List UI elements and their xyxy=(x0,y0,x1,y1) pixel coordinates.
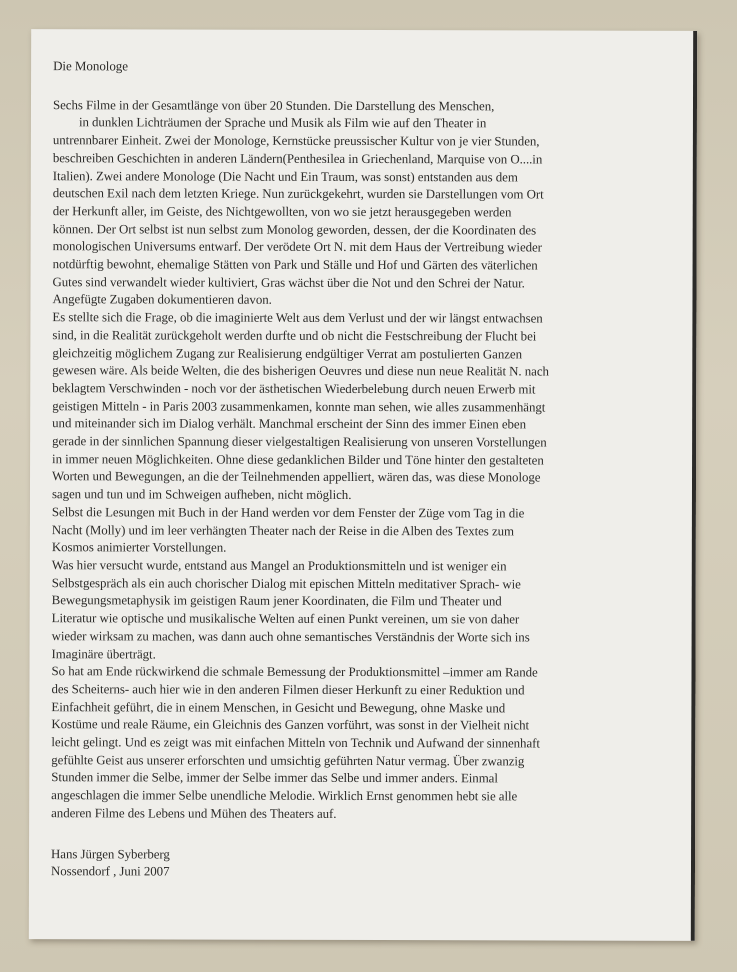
document-title: Die Monologe xyxy=(53,58,128,74)
signature-name: Hans Jürgen Syberberg xyxy=(51,846,170,862)
signature-block xyxy=(51,846,687,883)
text-line: leicht gelingt. Und es zeigt was mit einfachen Mitteln von Technik und Aufwand der sinnenhaft xyxy=(51,735,540,751)
text-line: Bewegungsmetaphysik im geistigen Raum jener Koordinaten, die Film und Theater und xyxy=(51,593,502,609)
text-line: Angefügte Zugaben dokumentieren davon. xyxy=(52,292,272,308)
text-line: gefühlte Geist aus unserer erforschten und umsichtig geführten Natur vermag. Über zwanzig xyxy=(51,752,525,769)
text-line: Kosmos animierter Vorstellungen. xyxy=(51,540,227,555)
text-line: beschreiben Geschichten in anderen Ländern(Penthesilea in Griechenland, Marquise von O....in xyxy=(52,150,543,167)
text-line: in immer neuen Möglichkeiten. Ohne diese gedanklichen Bilder und Töne hinter den gestalteten xyxy=(52,451,544,468)
text-line: Selbstgespräch als ein auch chorischer Dialog mit epischen Mitteln meditativer Sprach- wie xyxy=(51,575,521,592)
text-line: Nacht (Molly) und im leer verhängten Theater nach der Reise in die Alben des Textes zum xyxy=(51,522,515,538)
text-line: Kostüme und reale Räume, ein Gleichnis des Ganzen vorführt, was sonst in der Vielheit nicht xyxy=(51,717,530,733)
text-line: geistigen Mitteln - in Paris 2003 zusammenkamen, konnte man sehen, wie alles zusammenhängt xyxy=(52,398,546,415)
text-line: Einfachheit geführt, die in einem Menschen, in Gesicht und Bewegung, ohne Maske und xyxy=(51,699,506,715)
text-line: anderen Filme des Lebens und Mühen des Theaters auf. xyxy=(51,806,337,821)
text-line: Imaginäre überträgt. xyxy=(51,646,156,661)
text-line: Stunden immer die Selbe, immer der Selbe immer das Selbe und immer anders. Einmal xyxy=(51,770,498,786)
signature-place-date: Nossendorf , Juni 2007 xyxy=(50,864,170,879)
sheet-dark-edge xyxy=(691,31,697,941)
text-line: beklagtem Verschwinden - noch vor der ästhetischen Wiederbelebung durch neuen Erwerb mit xyxy=(52,381,536,397)
text-line: in dunklen Lichträumen der Sprache und Musik als Film wie auf den Theater in xyxy=(78,115,487,131)
text-line: können. Der Ort selbst ist nun selbst zum Monolog geworden, dessen, der die Koordinaten des xyxy=(52,221,537,238)
text-line: des Scheiterns- auch hier wie in den anderen Filmen dieser Herkunft zu einer Reduktion und xyxy=(51,682,525,698)
text-line: Literatur wie optische und musikalische Welten auf einen Punkt vereinen, um sie von daher xyxy=(51,611,520,627)
text-line: Italien). Zwei andere Monologe (Die Nacht und Ein Traum, was sonst) entstanden aus dem xyxy=(52,168,518,184)
text-line: Gutes sind verwandelt wieder kultiviert, Gras wächst über die Not und den Schrei der Natur. xyxy=(52,274,525,291)
text-line: gerade in der sinnlichen Spannung dieser vielgestaltigen Realisierung von unseren Vorstellungen xyxy=(52,434,547,450)
text-line: Es stellte sich die Frage, ob die imaginierte Welt aus dem Verlust und der wir längst entwachsen xyxy=(52,310,543,326)
document-content xyxy=(51,57,689,883)
paragraph xyxy=(52,309,689,505)
text-line: Was hier versucht wurde, entstand aus Mangel an Produktionsmitteln und ist weniger ein xyxy=(51,558,507,574)
paragraph xyxy=(52,504,688,559)
text-line: sagen und tun und im Schweigen aufheben, nicht möglich. xyxy=(51,487,352,503)
text-line: und miteinander sich im Dialog verhält. Manchmal erscheint der Sinn des immer Einen eben xyxy=(52,416,527,432)
paragraph xyxy=(51,663,687,824)
paragraph xyxy=(52,557,688,665)
text-line: So hat am Ende rückwirkend die schmale Bemessung der Produktionsmittel –immer am Rande xyxy=(51,664,538,680)
text-line: gleichzeitig möglichem Zugang zur Realisierung endgültiger Verrat am postulierten Ganzen xyxy=(52,345,523,361)
text-line: Worten und Bewegungen, an die der Teilnehmenden appelliert, wären das, was diese Monologe xyxy=(52,469,541,485)
document-sheet xyxy=(29,29,697,941)
text-line: sind, in die Realität zurückgeholt werden durfte und ob nicht die Festschreibung der Flucht bei xyxy=(52,328,537,344)
text-line: wieder wirksam zu machen, was dann auch ohne semantisches Verständnis der Worte sich ins xyxy=(51,628,530,645)
text-line: deutschen Exil nach dem letzten Kriege. Nun zurückgekehrt, wurden sie Darstellungen vom Ort xyxy=(52,186,544,202)
text-line: angeschlagen die immer Selbe unendliche Melodie. Wirklich Ernst genommen hebt sie alle xyxy=(51,788,518,804)
text-line: der Herkunft aller, im Geiste, des Nichtgewollten, von wo sie jetzt herausgegeben werden xyxy=(52,204,512,220)
text-line: Sechs Filme in der Gesamtlänge von über 20 Stunden. Die Darstellung des Menschen, xyxy=(52,97,495,114)
text-line: monologischen Universums entwarf. Der verödete Ort N. mit dem Haus der Vertreibung wieder xyxy=(52,239,542,255)
text-line: gewesen wäre. Als beide Welten, die des bisherigen Oeuvres und diese nun neue Realität N. nach xyxy=(52,363,549,379)
text-line: untrennbarer Einheit. Zwei der Monologe, Kernstücke preussischer Kultur von je vier Stunden, xyxy=(52,133,540,149)
paragraph xyxy=(52,97,689,311)
text-line: Selbst die Lesungen mit Buch in der Hand werden vor dem Fenster der Züge vom Tag in die xyxy=(51,505,525,521)
text-line: notdürftig bewohnt, ehemalige Stätten von Park und Ställe und Hof und Gärten des väterlichen xyxy=(52,257,538,273)
document-body xyxy=(51,97,689,824)
